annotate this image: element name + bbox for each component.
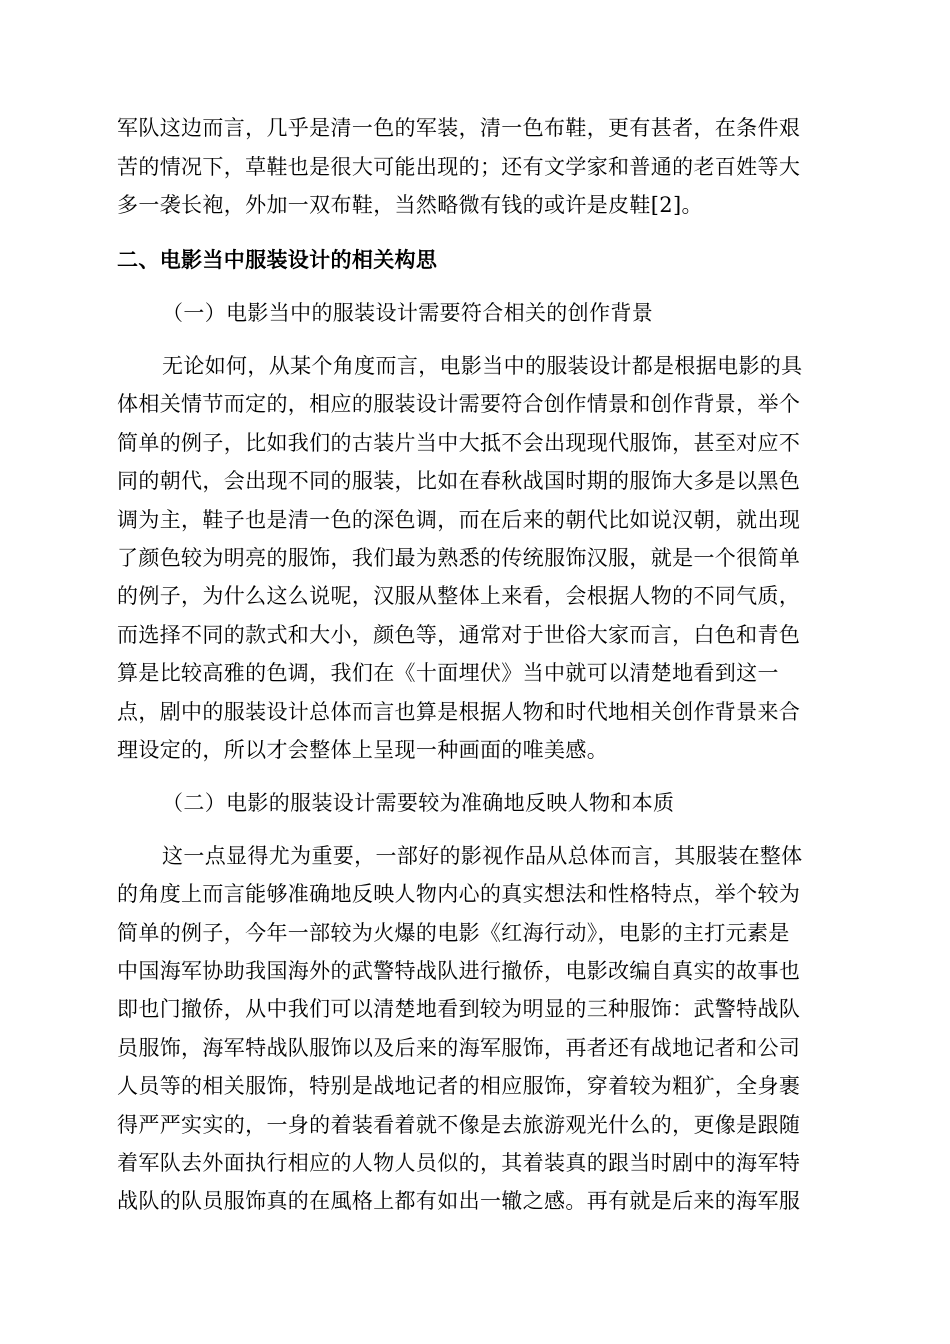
text-line: 苦的情况下，草鞋也是很大可能出现的；还有文学家和普通的老百姓等大	[117, 155, 801, 179]
text-line: 着军队去外面执行相应的人物人员似的，其着装真的跟当时剧中的海军特	[117, 1151, 801, 1175]
text-line: 中国海军协助我国海外的武警特战队进行撤侨，电影改编自真实的故事也	[117, 959, 801, 983]
subsection-title: （一）电影当中的服装设计需要符合相关的创作背景	[162, 301, 654, 325]
text-line: 算是比较高雅的色调，我们在《十面埋伏》当中就可以清楚地看到这一	[117, 661, 779, 685]
section-heading: 二、电影当中服装设计的相关构思	[117, 248, 438, 272]
text-line: 简单的例子，今年一部较为火爆的电影《红海行动》，电影的主打元素是	[117, 921, 790, 945]
text-line: 同的朝代，会出现不同的服装，比如在春秋战国时期的服饰大多是以黑色	[117, 469, 801, 493]
text-line: 得严严实实的，一身的着装看着就不像是去旅游观光什么的，更像是跟随	[117, 1113, 801, 1137]
text-line: 而选择不同的款式和大小，颜色等，通常对于世俗大家而言，白色和青色	[117, 623, 801, 647]
text-line: 理设定的，所以才会整体上呈现一种画面的唯美感。	[117, 738, 609, 762]
text-line: 调为主，鞋子也是清一色的深色调，而在后来的朝代比如说汉朝，就出现	[117, 508, 801, 532]
text-line: 点，剧中的服装设计总体而言也算是根据人物和时代地相关创作背景来合	[117, 700, 801, 724]
text-line: 简单的例子，比如我们的古装片当中大抵不会出现现代服饰，甚至对应不	[117, 431, 801, 455]
text-line: 员服饰，海军特战队服饰以及后来的海军服饰，再者还有战地记者和公司	[117, 1036, 801, 1060]
text-line: 这一点显得尤为重要，一部好的影视作品从总体而言，其服装在整体	[162, 844, 803, 868]
text-line: 军队这边而言，几乎是清一色的军装，清一色布鞋，更有甚者，在条件艰	[117, 116, 801, 140]
text-line: 无论如何，从某个角度而言，电影当中的服装设计都是根据电影的具	[162, 354, 803, 378]
text-line: 的例子，为什么这么说呢，汉服从整体上来看，会根据人物的不同气质，	[117, 584, 801, 608]
text-line: 的角度上而言能够准确地反映人物内心的真实想法和性格特点，举个较为	[117, 882, 801, 906]
text-line: 体相关情节而定的，相应的服装设计需要符合创作情景和创作背景，举个	[117, 392, 801, 416]
text-line: 多一袭长袍，外加一双布鞋，当然略微有钱的或许是皮鞋[2]。	[117, 193, 703, 217]
text-line: 了颜色较为明亮的服饰，我们最为熟悉的传统服饰汉服，就是一个很简单	[117, 546, 801, 570]
subsection-title: （二）电影的服装设计需要较为准确地反映人物和本质	[162, 791, 675, 815]
text-line: 战队的队员服饰真的在風格上都有如出一辙之感。再有就是后来的海军服	[117, 1189, 801, 1213]
text-line: 人员等的相关服饰，特别是战地记者的相应服饰，穿着较为粗犷，全身裹	[117, 1074, 801, 1098]
text-line: 即也门撤侨，从中我们可以清楚地看到较为明显的三种服饰：武警特战队	[117, 997, 801, 1021]
